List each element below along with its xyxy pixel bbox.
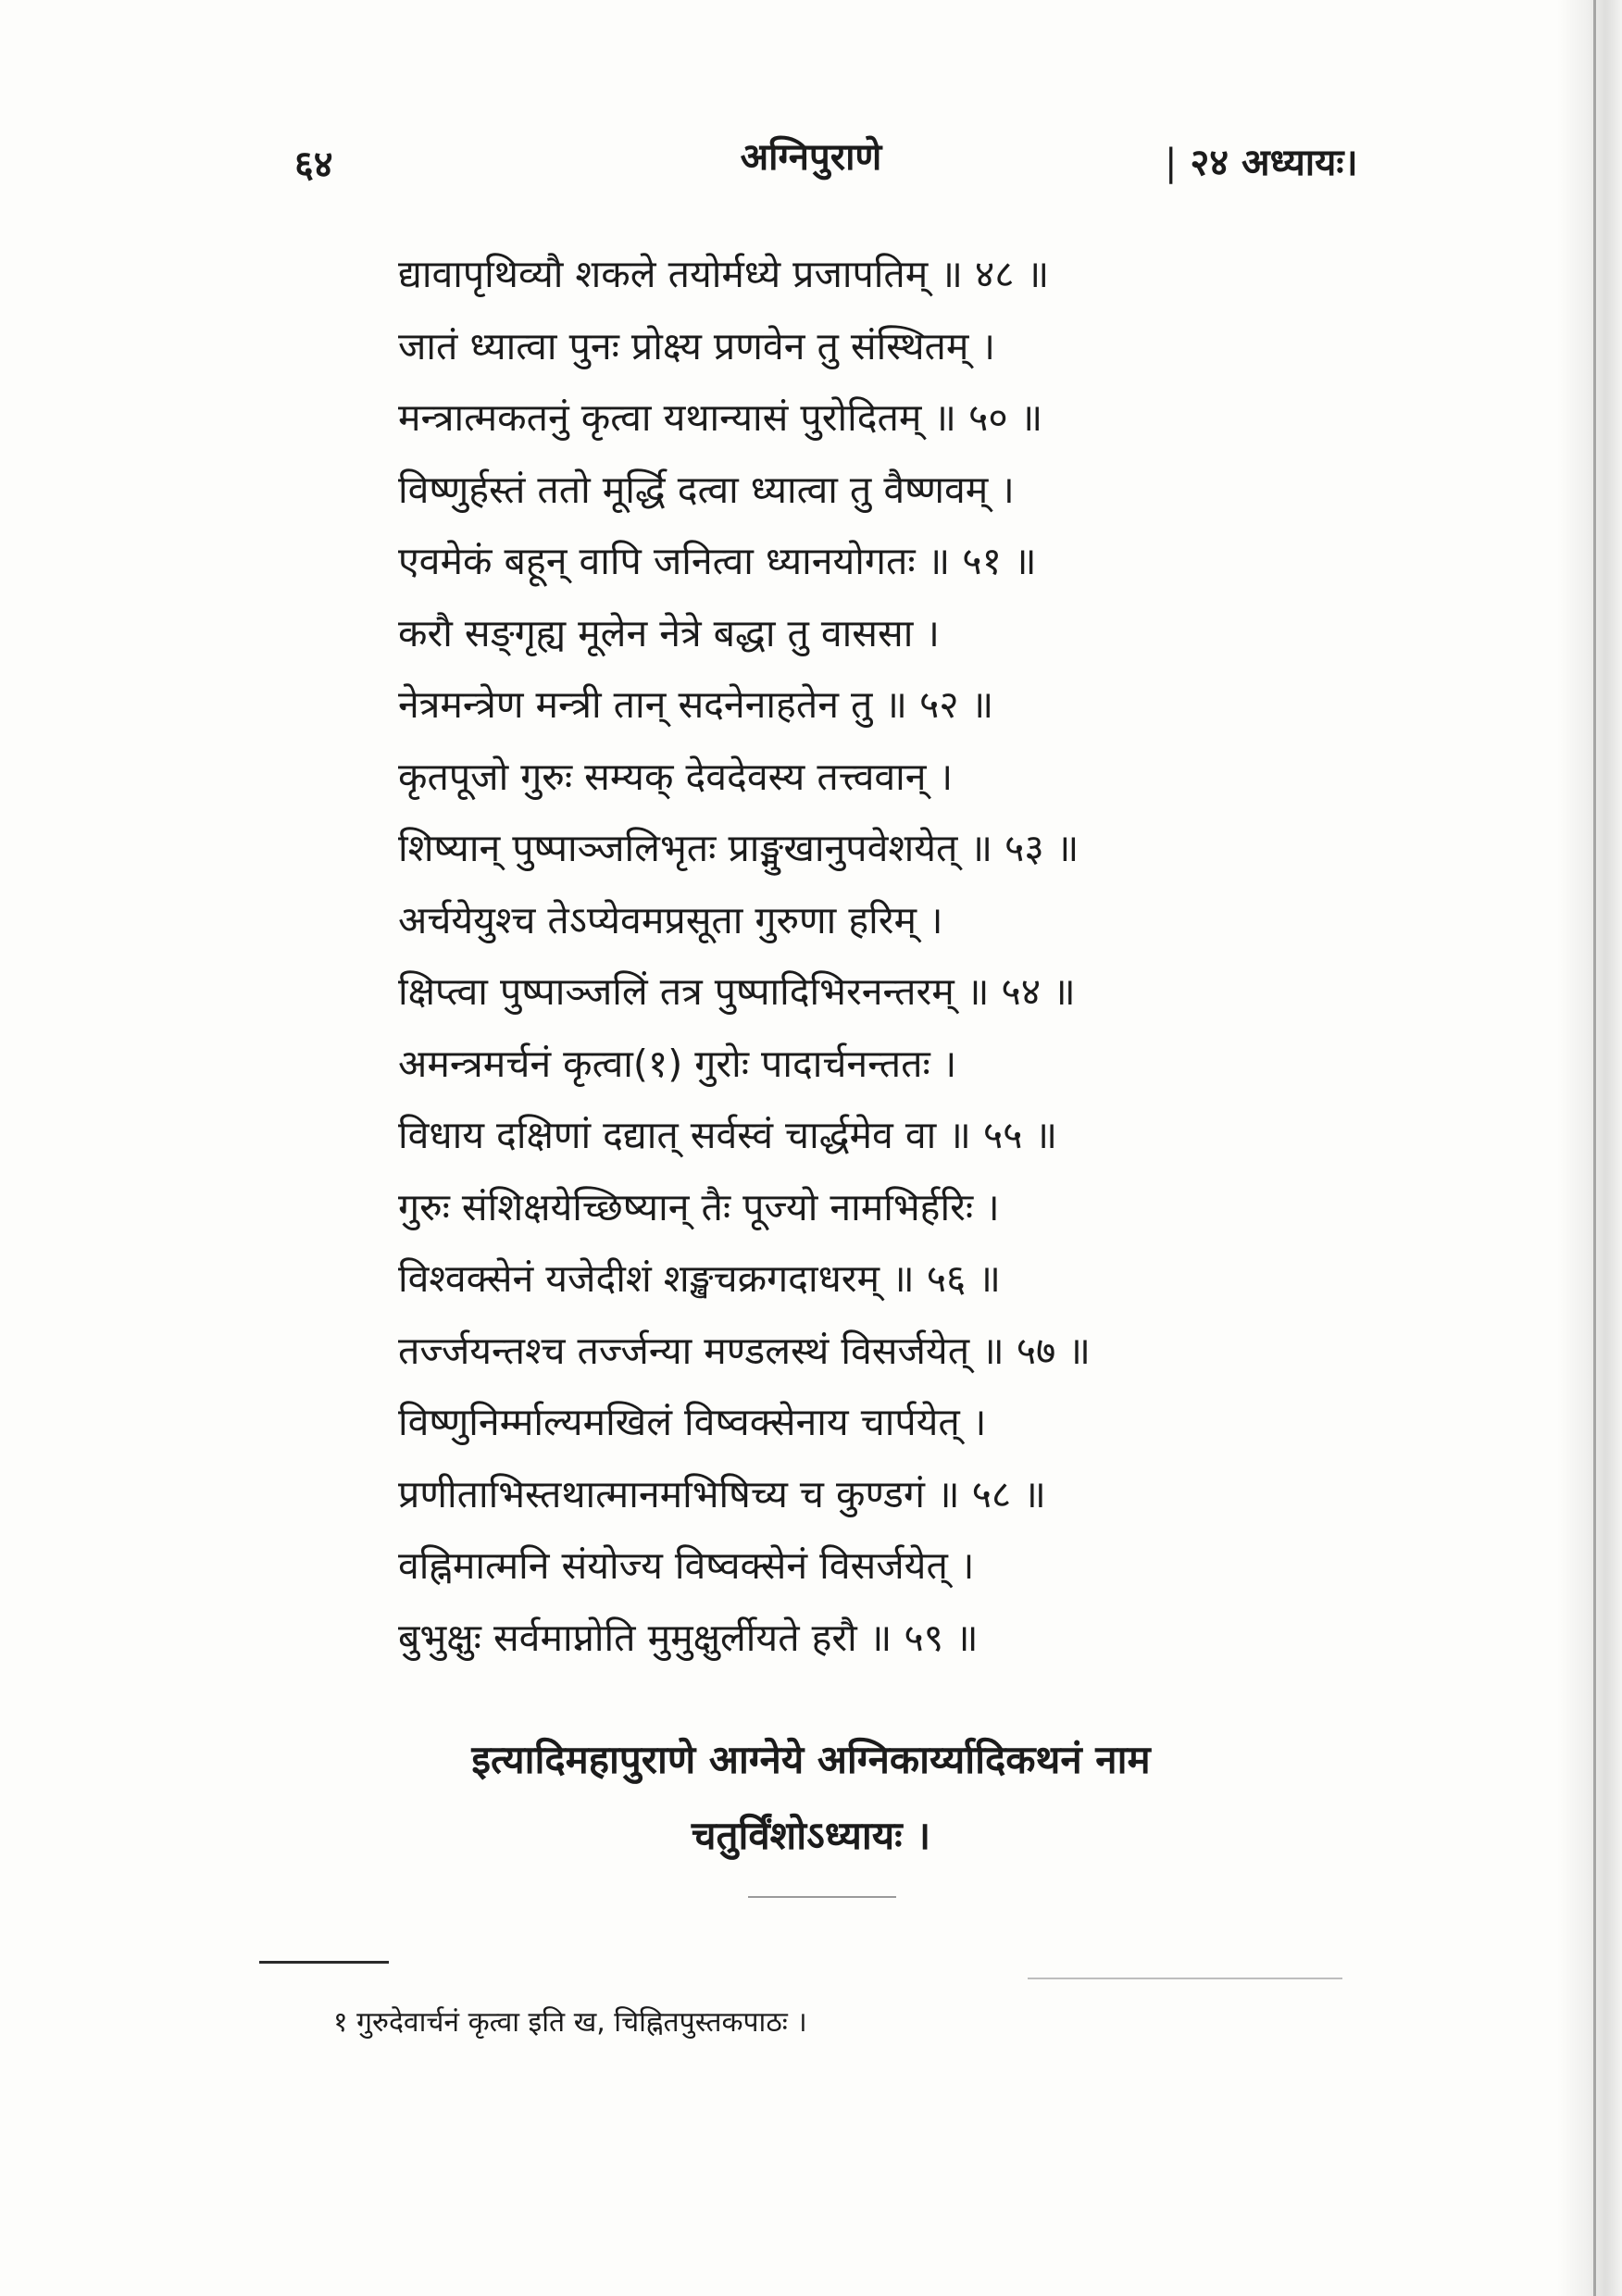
verse-line: क्षिप्त्वा पुष्पाञ्जलिं तत्र पुष्पादिभिरनन्तरम् ॥ ५४ ॥: [398, 969, 1076, 1014]
footnote: १ गुरुदेवार्चनं कृत्वा इति ख, चिह्नितपुस्तकपाठः ।: [333, 2006, 807, 2039]
verse-line: शिष्यान् पुष्पाञ्जलिभृतः प्राङ्मुखानुपवेशयेत् ॥ ५३ ॥: [398, 826, 1079, 870]
verse-line: एवमेकं बहून् वापि जनित्वा ध्यानयोगतः ॥ ५१ ॥: [398, 539, 1037, 583]
verse-line: विष्णुनिर्म्माल्यमखिलं विष्वक्सेनाय चार्पयेत् ।: [398, 1400, 987, 1444]
verse-line: जातं ध्यात्वा पुनः प्रोक्ष्य प्रणवेन तु संस्थितम् ।: [398, 323, 996, 368]
verse-block: [398, 239, 1259, 1674]
page-number: ६४: [294, 144, 333, 186]
verse-line: विश्वक्सेनं यजेदीशं शङ्खचक्रगदाधरम् ॥ ५६ ॥: [398, 1256, 1001, 1301]
colophon-line: इत्यादिमहापुराणे आग्नेये अग्निकार्य्यादिकथनं नाम: [471, 1737, 1151, 1782]
footnote-divider: [259, 1961, 389, 1964]
verse-line: प्रणीताभिस्तथात्मानमभिषिच्य च कुण्डगं ॥ ५८ ॥: [398, 1471, 1046, 1516]
verse-line: अमन्त्रमर्चनं कृत्वा(१) गुरोः पादार्चनन्ततः ।: [398, 1041, 957, 1086]
scan-edge-shadow: [1557, 0, 1622, 2296]
verse-line: करौ सङ्गृह्य मूलेन नेत्रे बद्धा तु वाससा ।: [398, 610, 940, 655]
running-title: अग्निपुराणे: [740, 136, 882, 179]
verse-line: वह्निमात्मनि संयोज्य विष्वक्सेनं विसर्जयेत् ।: [398, 1543, 975, 1588]
colophon-line: चतुर्विंशोऽध्यायः ।: [691, 1813, 931, 1858]
chapter-number: २४ अध्यायः।: [1190, 142, 1358, 184]
chapter-end-rule: [748, 1896, 896, 1898]
verse-line: विष्णुर्हस्तं ततो मूर्द्धि दत्वा ध्यात्वा तु वैष्णवम् ।: [398, 467, 1015, 512]
verse-line: मन्त्रात्मकतनुं कृत्वा यथान्यासं पुरोदितम् ॥ ५० ॥: [398, 395, 1043, 440]
page-header: [0, 130, 1622, 185]
verse-line: द्यावापृथिव्यौ शकले तयोर्मध्ये प्रजापतिम् ॥ ४८ ॥: [398, 252, 1050, 296]
verse-line: कृतपूजो गुरुः सम्यक् देवदेवस्य तत्त्ववान् ।: [398, 754, 954, 799]
footnote-divider-faint: [1028, 1978, 1342, 1979]
verse-line: गुरुः संशिक्षयेच्छिष्यान् तैः पूज्यो नामभिर्हरिः ।: [398, 1184, 1000, 1229]
scan-edge-line: [1593, 0, 1596, 2296]
verse-line: विधाय दक्षिणां दद्यात् सर्वस्वं चार्द्धमेव वा ॥ ५५ ॥: [398, 1113, 1058, 1157]
verse-line: तर्ज्जयन्तश्च तर्ज्जन्या मण्डलस्थं विसर्जयेत् ॥ ५७ ॥: [398, 1328, 1091, 1373]
chapter-colophon: [0, 1722, 1622, 1874]
verse-line: नेत्रमन्त्रेण मन्त्री तान् सदनेनाहतेन तु ॥ ५२ ॥: [398, 682, 994, 727]
verse-line: बुभुक्षुः सर्वमाप्नोति मुमुक्षुर्लीयते हरौ ॥ ५९ ॥: [398, 1615, 979, 1660]
header-separator: |: [1165, 142, 1178, 184]
verse-line: अर्चयेयुश्च तेऽप्येवमप्रसूता गुरुणा हरिम् ।: [398, 897, 943, 942]
chapter-label: [1165, 135, 1358, 186]
